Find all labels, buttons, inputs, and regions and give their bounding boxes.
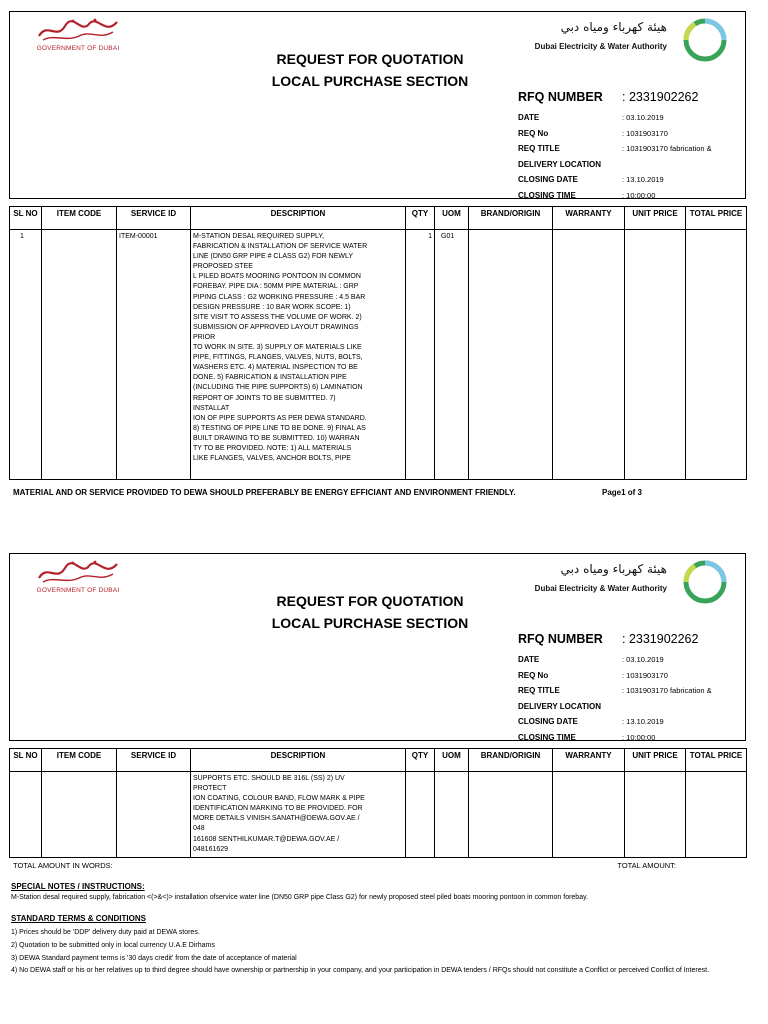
meta-label: REQ No: [518, 128, 549, 138]
cell-brand-origin: [469, 772, 553, 858]
gov-calligraphy-icon: [33, 16, 123, 44]
cell-service-id: [117, 772, 191, 858]
table-row: [10, 230, 747, 480]
cell-uom: G01: [435, 230, 469, 480]
col-header-service-id: SERVICE ID: [117, 749, 191, 772]
items-table: [9, 206, 747, 480]
col-header-uom: UOM: [435, 207, 469, 230]
cell-service-id: ITEM-00001: [117, 230, 191, 480]
title-block: [240, 590, 500, 634]
meta-value: : 1031903170 fabrication &: [622, 144, 712, 154]
meta-value: : 10:00:00: [622, 190, 656, 200]
cell-description: SUPPORTS ETC. SHOULD BE 316L (SS) 2) UV PROTECT ION COATING, COLOUR BAND, FLOW MARK & PIPE IDENTIFICATION MARKING TO BE PROVIDED. FOR MORE DETAILS VINISH.SANATH@DEWA.GOV.AE / 048 161608 SENTHILKUMAR.T@DEWA.GOV.AE / 048161629: [191, 772, 406, 858]
cell-uom: [435, 772, 469, 858]
meta-row-closing-time: [518, 730, 743, 746]
government-of-dubai-logo: [28, 16, 128, 52]
col-header-warranty: WARRANTY: [553, 749, 625, 772]
gov-english-text: GOVERNMENT OF DUBAI: [36, 45, 120, 52]
meta-label: DELIVERY LOCATION: [518, 701, 601, 711]
meta-label: CLOSING DATE: [518, 717, 578, 727]
col-header-qty: QTY: [406, 749, 435, 772]
col-header-sl-no: SL NO: [10, 207, 42, 230]
meta-value: : 03.10.2019: [622, 113, 664, 123]
meta-value: : 13.10.2019: [622, 175, 664, 185]
meta-row-date: [518, 110, 743, 126]
dewa-arabic-name: هيئة كهرباء ومياه دبي: [560, 20, 667, 34]
meta-label: CLOSING TIME: [518, 732, 576, 742]
col-header-warranty: WARRANTY: [553, 207, 625, 230]
total-amount-label: TOTAL AMOUNT:: [617, 861, 676, 870]
rfq-meta: [518, 632, 743, 745]
rfq-number-row: [518, 90, 743, 110]
rfq-meta: [518, 90, 743, 203]
term-item: 1) Prices should be 'DDP' delivery duty paid at DEWA stores.: [11, 929, 200, 936]
dewa-english-name: Dubai Electricity & Water Authority: [534, 584, 667, 593]
dewa-logo: [518, 14, 733, 64]
terms-list: [9, 926, 746, 976]
cell-brand-origin: [469, 230, 553, 480]
dewa-ring-icon: [681, 558, 729, 606]
gov-english-text: GOVERNMENT OF DUBAI: [36, 587, 120, 594]
rfq-number-value: : 2331902262: [622, 90, 699, 104]
table-row: [10, 772, 747, 858]
meta-value: : 10:00:00: [622, 732, 656, 742]
rfq-number-value: : 2331902262: [622, 632, 699, 646]
col-header-item-code: ITEM CODE: [42, 207, 117, 230]
cell-warranty: [553, 772, 625, 858]
header-box: [9, 11, 746, 199]
col-header-service-id: SERVICE ID: [117, 207, 191, 230]
table-header-row: [10, 207, 747, 230]
meta-row-closing-date: [518, 172, 743, 188]
meta-value: : 1031903170 fabrication &: [622, 686, 712, 696]
meta-label: CLOSING TIME: [518, 190, 576, 200]
title-line-1: REQUEST FOR QUOTATION: [276, 51, 464, 67]
term-item: 2) Quotation to be submitted only in local currency U.A.E Dirhams: [11, 942, 215, 949]
term-item: 3) DEWA Standard payment terms is '30 days credit' from the date of acceptance of material: [11, 955, 297, 962]
meta-row-delivery-location: [518, 699, 743, 715]
meta-row-closing-time: [518, 188, 743, 204]
dewa-logo: [518, 556, 733, 606]
meta-row-req-title: [518, 683, 743, 699]
meta-label: DATE: [518, 113, 540, 123]
title-block: [240, 48, 500, 92]
col-header-sl-no: SL NO: [10, 749, 42, 772]
cell-sl-no: 1: [10, 230, 42, 480]
meta-value: : 13.10.2019: [622, 717, 664, 727]
col-header-item-code: ITEM CODE: [42, 749, 117, 772]
meta-row-req-no: [518, 668, 743, 684]
terms-heading: STANDARD TERMS & CONDITIONS: [11, 914, 146, 923]
meta-label: REQ No: [518, 670, 549, 680]
col-header-unit-price: UNIT PRICE: [625, 749, 686, 772]
gov-calligraphy-icon: [33, 558, 123, 586]
col-header-unit-price: UNIT PRICE: [625, 207, 686, 230]
page-1-footer: [9, 488, 746, 497]
meta-label: CLOSING DATE: [518, 175, 578, 185]
meta-label: DATE: [518, 655, 540, 665]
dewa-ring-icon: [681, 16, 729, 64]
government-of-dubai-logo: [28, 558, 128, 594]
items-table: [9, 748, 747, 858]
meta-value: : 1031903170: [622, 128, 668, 138]
dewa-arabic-name: هيئة كهرباء ومياه دبي: [560, 562, 667, 576]
cell-item-code: [42, 772, 117, 858]
meta-row-req-title: [518, 141, 743, 157]
meta-row-delivery-location: [518, 157, 743, 173]
cell-qty: [406, 772, 435, 858]
meta-label: REQ TITLE: [518, 686, 560, 696]
meta-row-date: [518, 652, 743, 668]
dewa-english-name: Dubai Electricity & Water Authority: [534, 42, 667, 51]
special-notes-heading: SPECIAL NOTES / INSTRUCTIONS:: [11, 882, 145, 891]
col-header-brand-origin: BRAND/ORIGIN: [469, 207, 553, 230]
table-header-row: [10, 749, 747, 772]
col-header-uom: UOM: [435, 749, 469, 772]
meta-value: : 1031903170: [622, 670, 668, 680]
cell-description: M-STATION DESAL REQUIRED SUPPLY, FABRICATION & INSTALLATION OF SERVICE WATER LINE (DN50 GRP PIPE # CLASS G2) FOR NEWLY PROPOSED STEE L PILED BOATS MOORING PONTOON IN COMMON FOREBAY. PIPE DIA : 50MM PIPE MATERIAL : GRP PIPING CLASS : G2 WORKING PRESSURE : 4.5 BAR DESIGN PRESSURE : 10 BAR WORK SCOPE: 1) SITE VISIT TO ASSESS THE VOLUME OF WORK. 2) SUBMISSION OF APPROVED LAYOUT DRAWINGS PRIOR TO WORK IN SITE. 3) SUPPLY OF MATERIALS LIKE PIPE, FITTINGS, FLANGES, VALVES, NUTS, BOLTS, WASHERS ETC. 4) MATERIAL INSPECTION TO BE DONE. 5) FABRICATION & INSTALLATION PIPE (INCLUDING THE PIPE SUPPORTS) 6) LAMINATION REPORT OF JOINTS TO BE SUBMITTED. 7) INSTALLAT ION OF PIPE SUPPORTS AS PER DEWA STANDARD. 8) TESTING OF PIPE LINE TO BE DONE. 9) FINAL AS BUILT DRAWING TO BE SUBMITTED. 10) WARRAN TY TO BE PROVIDED. NOTE: 1) ALL MATERIALS LIKE FLANGES, VALVES, ANCHOR BOLTS, PIPE: [191, 230, 406, 480]
page-2: [9, 553, 746, 976]
rfq-number-row: [518, 632, 743, 652]
page-1: [9, 11, 746, 497]
term-item: 4) No DEWA staff or his or her relatives up to third degree should have ownership or partnership in your company, and your participation in DEWA tenders / RFQs should not constitute a Conflict or perceived Conflict of Interest.: [11, 967, 710, 974]
special-notes-text: M-Station desal required supply, fabrication <(>&<)> installation ofservice water line (DN50 GRP pipe Class G2) for newly proposed steel piled boats mooring pontoon in common forebay.: [11, 894, 589, 901]
meta-label: DELIVERY LOCATION: [518, 159, 601, 169]
col-header-description: DESCRIPTION: [191, 207, 406, 230]
header-box: [9, 553, 746, 741]
cell-total-price: [686, 772, 747, 858]
energy-efficiency-note: MATERIAL AND OR SERVICE PROVIDED TO DEWA SHOULD PREFERABLY BE ENERGY EFFICIANT AND ENVIRONMENT FRIENDLY.: [13, 488, 516, 497]
meta-row-req-no: [518, 126, 743, 142]
cell-unit-price: [625, 772, 686, 858]
title-line-2: LOCAL PURCHASE SECTION: [271, 73, 469, 89]
col-header-qty: QTY: [406, 207, 435, 230]
cell-warranty: [553, 230, 625, 480]
cell-sl-no: [10, 772, 42, 858]
col-header-total-price: TOTAL PRICE: [686, 207, 747, 230]
rfq-number-label: RFQ NUMBER: [518, 632, 603, 646]
title-line-2: LOCAL PURCHASE SECTION: [271, 615, 469, 631]
totals-row: [9, 858, 746, 870]
meta-row-closing-date: [518, 714, 743, 730]
col-header-description: DESCRIPTION: [191, 749, 406, 772]
cell-unit-price: [625, 230, 686, 480]
cell-total-price: [686, 230, 747, 480]
page-number: Page1 of 3: [601, 488, 642, 497]
meta-label: REQ TITLE: [518, 144, 560, 154]
rfq-number-label: RFQ NUMBER: [518, 90, 603, 104]
meta-value: : 03.10.2019: [622, 655, 664, 665]
total-amount-in-words-label: TOTAL AMOUNT IN WORDS:: [13, 861, 113, 870]
title-line-1: REQUEST FOR QUOTATION: [276, 593, 464, 609]
col-header-total-price: TOTAL PRICE: [686, 749, 747, 772]
cell-qty: 1: [406, 230, 435, 480]
cell-item-code: [42, 230, 117, 480]
col-header-brand-origin: BRAND/ORIGIN: [469, 749, 553, 772]
